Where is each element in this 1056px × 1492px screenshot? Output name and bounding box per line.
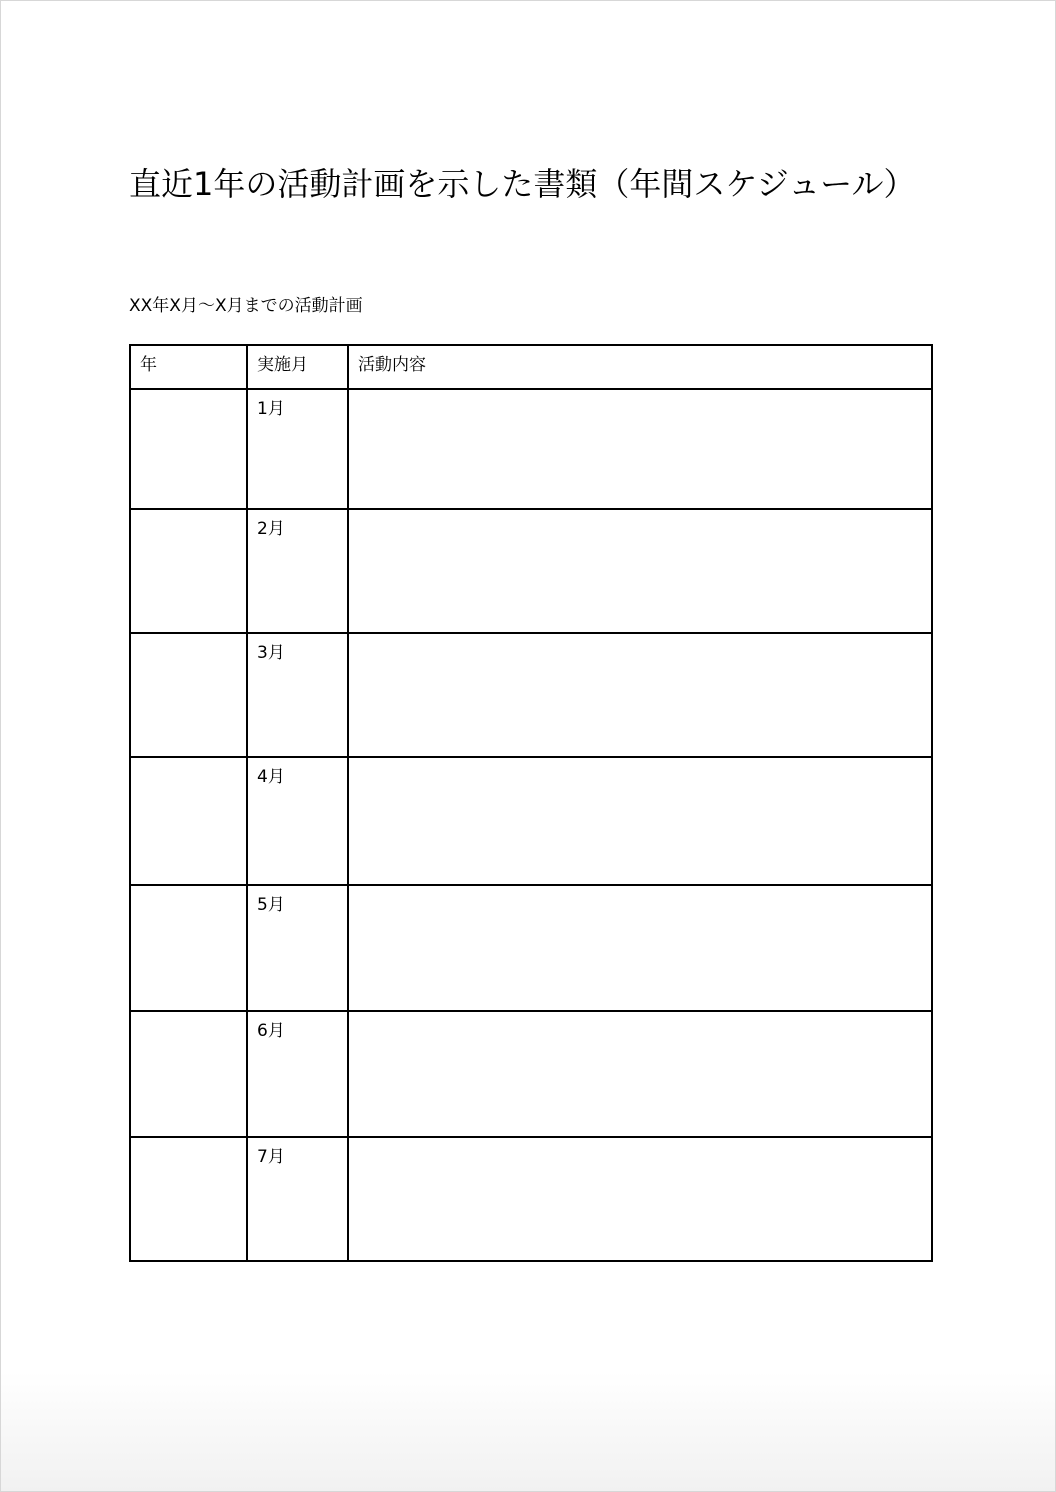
cell-month: 6月	[247, 1011, 348, 1137]
table-row	[130, 633, 932, 757]
document-subtitle: XX年X月〜X月までの活動計画	[129, 296, 363, 316]
cell-month: 3月	[247, 633, 348, 757]
cell-year[interactable]	[130, 509, 247, 633]
document-title: 直近1年の活動計画を示した書類（年間スケジュール）	[129, 165, 916, 203]
table-header-row	[130, 345, 932, 389]
cell-content[interactable]	[348, 509, 932, 633]
cell-content[interactable]	[348, 389, 932, 509]
table-row	[130, 1011, 932, 1137]
cell-content[interactable]	[348, 757, 932, 885]
cell-year[interactable]	[130, 1137, 247, 1261]
table-row	[130, 885, 932, 1011]
cell-content[interactable]	[348, 1011, 932, 1137]
cell-content[interactable]	[348, 633, 932, 757]
table-row	[130, 509, 932, 633]
header-month: 実施月	[247, 345, 348, 389]
cell-month: 4月	[247, 757, 348, 885]
header-year: 年	[130, 345, 247, 389]
cell-year[interactable]	[130, 389, 247, 509]
table-row	[130, 757, 932, 885]
cell-month: 5月	[247, 885, 348, 1011]
cell-month: 1月	[247, 389, 348, 509]
cell-content[interactable]	[348, 885, 932, 1011]
cell-month: 7月	[247, 1137, 348, 1261]
cell-month: 2月	[247, 509, 348, 633]
header-content: 活動内容	[348, 345, 932, 389]
cell-year[interactable]	[130, 1011, 247, 1137]
table-row	[130, 1137, 932, 1261]
cell-year[interactable]	[130, 885, 247, 1011]
cell-year[interactable]	[130, 633, 247, 757]
cell-content[interactable]	[348, 1137, 932, 1261]
cell-year[interactable]	[130, 757, 247, 885]
activity-schedule-table	[129, 344, 933, 1262]
table-row	[130, 389, 932, 509]
